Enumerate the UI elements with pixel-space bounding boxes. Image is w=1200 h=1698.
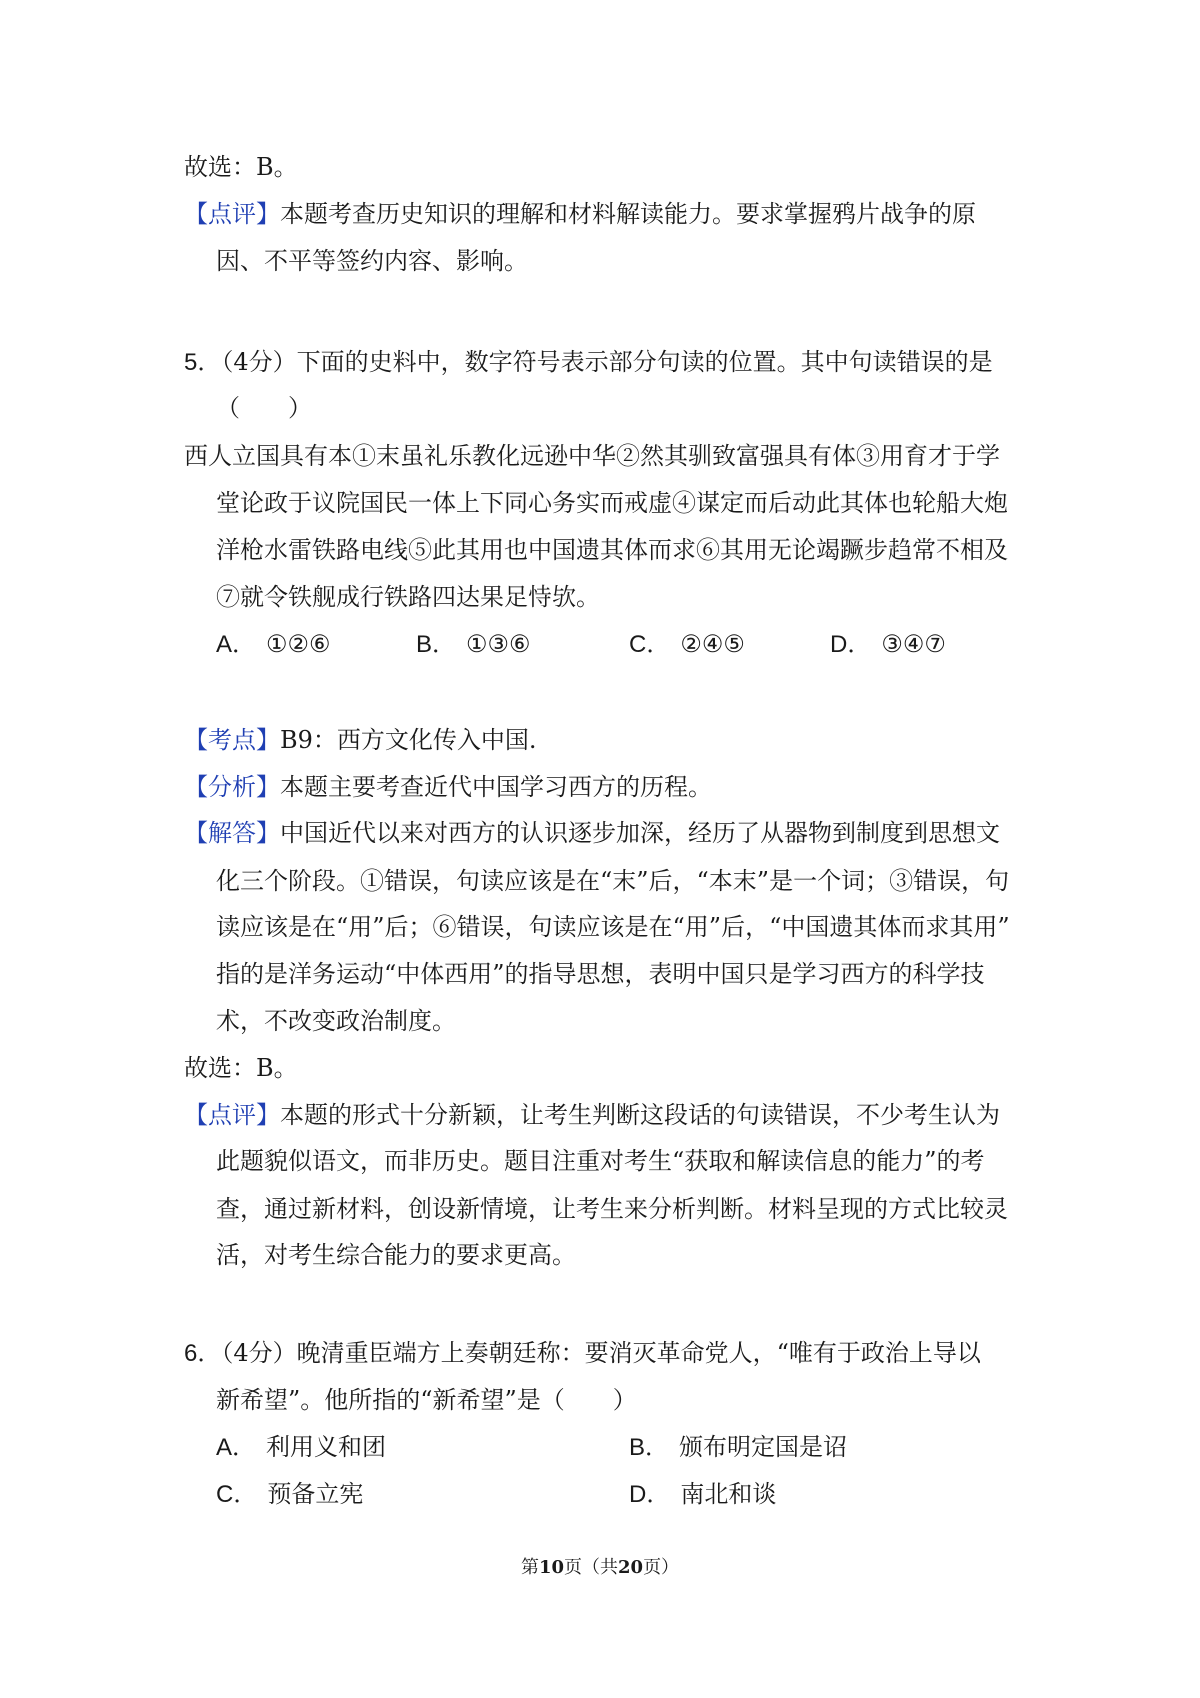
question-5-blank: （ ）	[216, 394, 312, 422]
comment-line: 【点评】本题的形式十分新颖，让考生判断这段话的句读错误，不少考生认为	[184, 1101, 1000, 1129]
jieda-tag: 【解答】	[184, 819, 280, 847]
kaodian-tag: 【考点】	[184, 726, 280, 754]
total-page-number: 20	[618, 1557, 644, 1578]
current-page-number: 10	[538, 1557, 564, 1578]
comment-line: 【点评】本题考查历史知识的理解和材料解读能力。要求掌握鸦片战争的原	[184, 200, 976, 228]
comment-line: 查，通过新材料，创设新情境，让考生来分析判断。材料呈现的方式比较灵	[216, 1195, 1008, 1223]
jieda-line: 【解答】中国近代以来对西方的认识逐步加深，经历了从器物到制度到思想文	[184, 819, 1000, 847]
option-b[interactable]: B． ①③⑥	[416, 630, 531, 658]
answer-line: 故选：B。	[184, 153, 298, 181]
option-c[interactable]: C． 预备立宪	[216, 1480, 364, 1508]
jieda-line: 读应该是在“用”后；⑥错误，句读应该是在“用”后，“中国遗其体而求其用”	[216, 913, 1010, 941]
option-d[interactable]: D． 南北和谈	[629, 1480, 777, 1508]
jieda-line: 术，不改变政治制度。	[216, 1007, 456, 1035]
comment-tag: 【点评】	[184, 200, 280, 228]
question-6-stem: 新希望”。他所指的“新希望”是（ ）	[216, 1386, 637, 1414]
question-5-options	[216, 628, 1016, 660]
fenxi-line: 【分析】本题主要考查近代中国学习西方的历程。	[184, 773, 712, 801]
material-line: 洋枪水雷铁路电线⑤此其用也中国遗其体而求⑥其用无论竭蹶步趋常不相及	[216, 536, 1008, 564]
option-d[interactable]: D． ③④⑦	[830, 630, 946, 658]
comment-tag: 【点评】	[184, 1101, 280, 1129]
page-footer: 第10页（共20页）	[520, 1557, 680, 1578]
question-6-stem: 6．（4分）晚清重臣端方上奏朝廷称：要消灭革命党人，“唯有于政治上导以	[184, 1339, 981, 1367]
material-line: 西人立国具有本①末虽礼乐教化远逊中华②然其驯致富强具有体③用育才于学	[184, 442, 1000, 470]
fenxi-tag: 【分析】	[184, 773, 280, 801]
option-c[interactable]: C． ②④⑤	[629, 630, 745, 658]
option-a[interactable]: A． ①②⑥	[216, 630, 331, 658]
kaodian-line: 【考点】B9：西方文化传入中国.	[184, 726, 537, 754]
material-line: ⑦就令铁舰成行铁路四达果足恃欤。	[216, 583, 600, 611]
question-6-options-row2	[216, 1478, 1016, 1510]
option-b[interactable]: B． 颁布明定国是诏	[629, 1433, 848, 1461]
jieda-line: 化三个阶段。①错误，句读应该是在“末”后，“本末”是一个词；③错误，句	[216, 867, 1010, 895]
jieda-line: 指的是洋务运动“中体西用”的指导思想，表明中国只是学习西方的科学技	[216, 960, 985, 988]
question-5-stem: 5．（4分）下面的史料中，数字符号表示部分句读的位置。其中句读错误的是	[184, 348, 993, 376]
question-6-options-row1	[216, 1431, 1016, 1463]
material-line: 堂论政于议院国民一体上下同心务实而戒虚④谋定而后动此其体也轮船大炮	[216, 489, 1008, 517]
comment-line: 因、不平等签约内容、影响。	[216, 247, 528, 275]
answer-line: 故选：B。	[184, 1054, 298, 1082]
comment-line: 此题貌似语文，而非历史。题目注重对考生“获取和解读信息的能力”的考	[216, 1147, 985, 1175]
comment-line: 活，对考生综合能力的要求更高。	[216, 1241, 576, 1269]
option-a[interactable]: A． 利用义和团	[216, 1433, 387, 1461]
